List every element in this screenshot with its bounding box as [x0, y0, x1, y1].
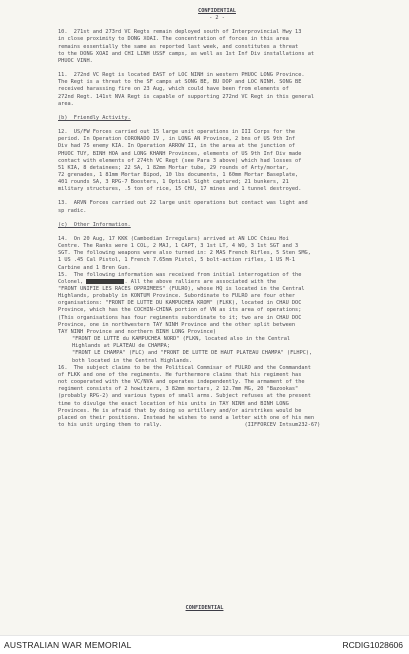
archive-name: AUSTRALIAN WAR MEMORIAL — [4, 640, 132, 650]
section-other-information: (c) Other Information. — [58, 221, 131, 228]
page-number: - 2 - — [209, 15, 225, 22]
paragraph-13: 13. ARVN Forces carried out 22 large unit operations but contact was light and sp radic. — [58, 200, 308, 214]
paragraph-10: 10. 271st and 273rd VC Regts remain deployed south of Interprovincial Hwy 13 in close proximity to DONG XOAI. The concentration of forces in this area remains essentially the same as reported last week, and constitutes a threat to the DONG XOAI and CHI LINH USSF camps, as well as 1st Inf Div installations at PHUOC VINH. — [58, 29, 315, 64]
section-friendly-activity: (b) Friendly Activity. — [58, 114, 131, 121]
document-body — [58, 8, 376, 429]
paragraph-15-prefix: Colonel, — [58, 278, 87, 285]
paragraph-11: 11. 272nd VC Regt is located EAST of LOC NINH in western PHUOC LONG Province. The Regt is a threat to the SF camps at SONG BE, BU DOP and LOC NINH. SONG BE received harassing fire on 23 Aug, which could have been from elements of 272nd Regt. 141st NVA Regt is capable of supporting 272nd VC Regt in this general area. — [58, 72, 315, 107]
paragraph-16: 16. The subject claims to be the Political Commisar of FULRO and the Commandant of FLKK and one of the regiments. He furthermore claims that his regiment has not cooperated with the VC/NVA and operates independently. The armament of the regiment consists of 2 howitzers, 3 82mm mortars, 2 12.7mm MG, 20 "Bazookas" (probably RPG-2) and various types of small arms. Subject refuses at the present time to divulge the exact location of his units in TAY NINH and BINH LONG Provinces. He is afraid that by doing so artillery and/or airstrikes would be placed on their positions. Instead he wishes to send a letter with one of his men to his unit urging them to rally. (IIFFORCEV Intsum232-67) — [58, 364, 321, 428]
paragraph-15-line2 — [58, 279, 376, 286]
classification-footer: CONFIDENTIAL — [185, 605, 224, 611]
classification-header: CONFIDENTIAL — [198, 8, 236, 14]
redaction-bar — [86, 279, 124, 284]
archive-footer — [0, 635, 409, 654]
paragraph-14: 14. On 20 Aug, 17 KKK (Cambodian Irregulars) arrived at AN LOC Chieu Hoi Centre. The Ranks were 1 COL, 2 MAJ, 1 CAPT, 3 1st LT, 4 WO, 3 1st SGT and 3 SGT. The following weapons were also turned in: 2 MAS French Rifles, 5 Sten SMG, 1 US .45 Cal Pistol, 1 French 7.65mm Pistol, 5 bolt-action rifles, 1 US M-1 Carbine and 1 Bren Gun. — [58, 235, 311, 271]
paragraph-15-body: "FRONT UNIFIE LES RACES OPPRIMEES" (FULRO), whose HQ is located in the Central Highlands, probably in KONTUM Province. Subordinate to FULRO are four other organisations: "FRONT DE LUTTE DU KAMPUCHEA KROM" (FLKK), located in CHAU DOC Province, which has the COCHIN-CHINA portion of VN as its area of operations; (This organisations has four regiments subordinate to it; two are in CHAU DOC Province, one in northwestern TAY NINH Province and the other split between TAY NINH Province and northern BINH LONG Province) — [58, 286, 305, 335]
paragraph-12: 12. US/FW Forces carried out 15 large unit operations in III Corps for the period. In Operation CORONADO IV , in LONG AN Province, 2 bns of US 9th Inf Div had 75 enemy KIA. In Operation ARROW II, in the area at the junction of PHUOC TUY, BINH HOA and LONG KHANH Provinces, elements of US 9th Inf Div made contact with elements of 274th VC Regt (see Para 3 above) which had losses of 51 KIA, 8 detainees; 22 SA, 1 82mm Mortar tube, 29 rounds of Arty/mortar, 72 grenades, 1 81mm Mortar Bipod, 10 lbs documents, 1 60mm Mortar Baseplate, 401 rounds SA, 3 RPG-7 Boosters, 1 Optical Sight captured; 21 bunkers, 21 military structures, .5 ton of rice, 15 CHU, 17 mines and 1 tunnel destroyed. — [58, 129, 302, 193]
quote-flkn: "FRONT DE LUTTE du KAMPUCHEA NORD" (FLKN, located also in the Central Highlands at PLATEAU de CHAMPA; — [72, 336, 291, 350]
paragraph-15-suffix: . All the above ralliers are associated with the — [124, 278, 277, 285]
archive-reference: RCDIG1028606 — [342, 640, 403, 650]
paragraph-15-line1: 15. The following information was received from initial interrogation of the — [58, 271, 302, 278]
quote-flc-flhpc: "FRONT LE CHAMPA" (FLC) and "FRONT DE LUTTE DE HAUT PLATEAU CHAMPA" (FLHPC), both located in the Central Highlands. — [72, 350, 313, 364]
